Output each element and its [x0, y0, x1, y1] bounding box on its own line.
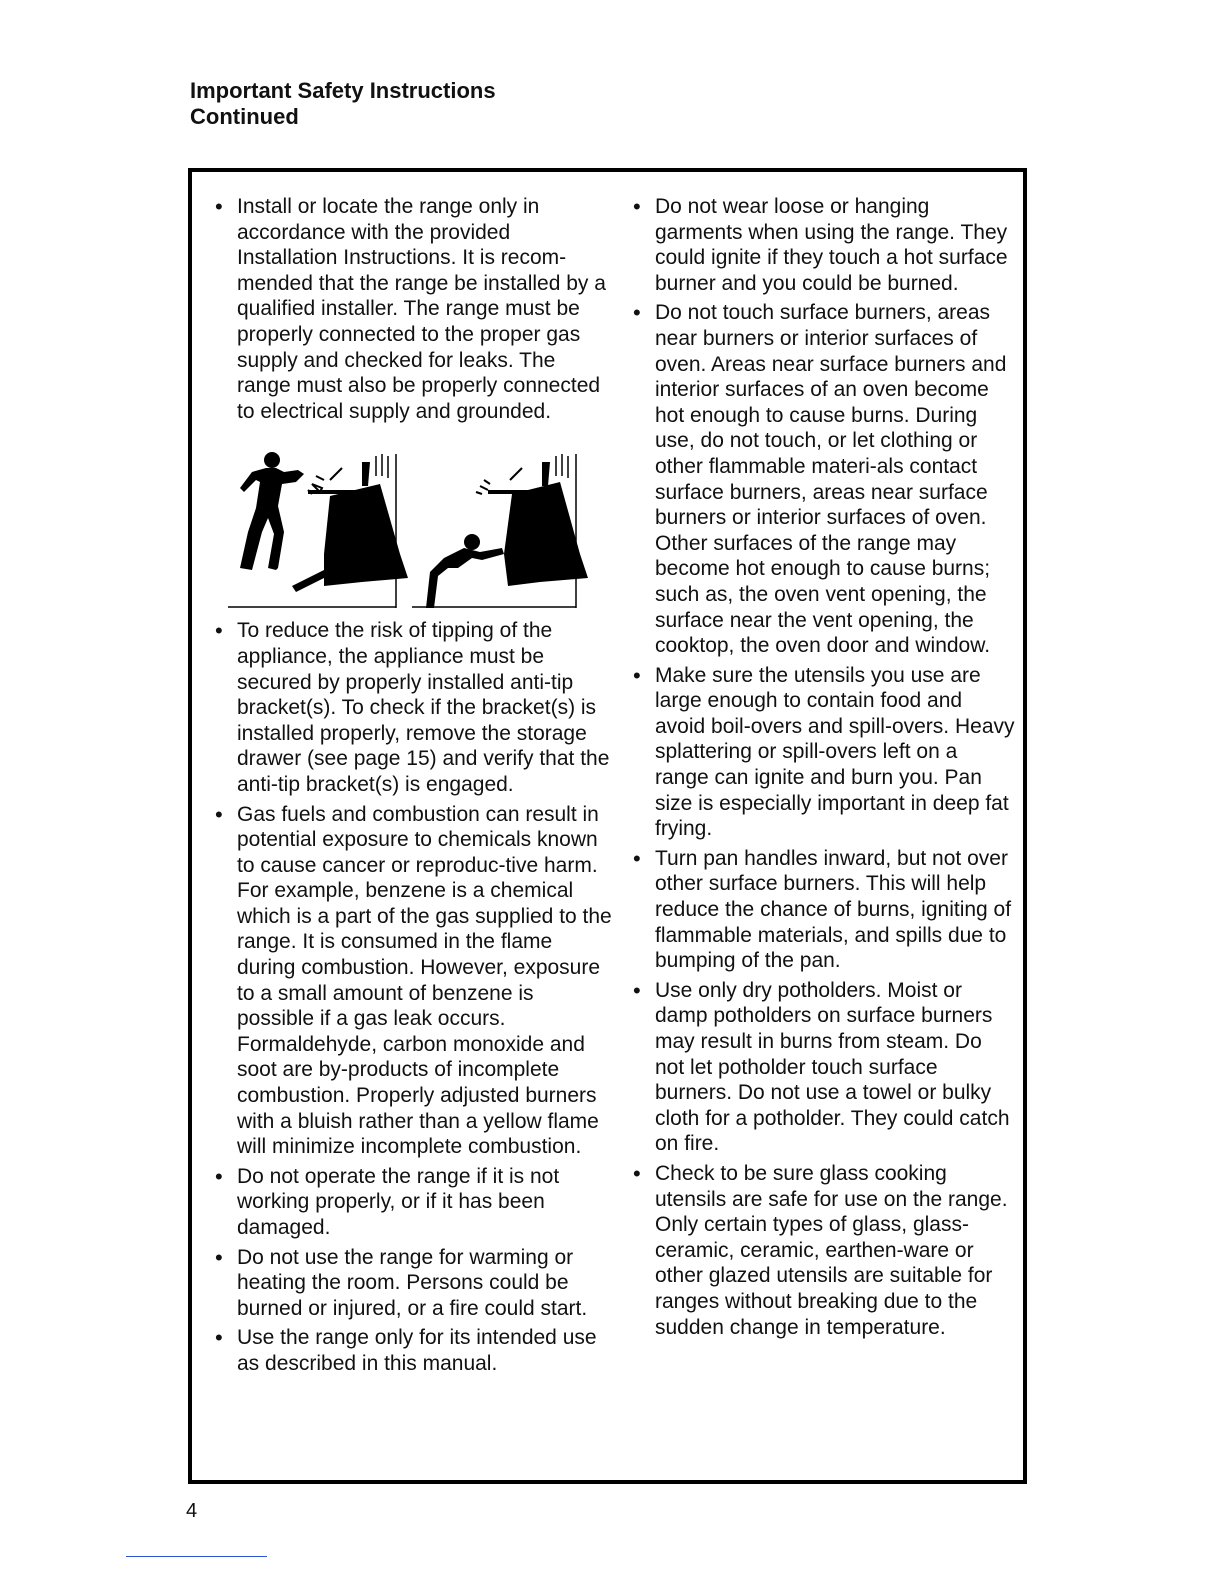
left-list-top — [212, 194, 612, 424]
page-number: 4 — [186, 1500, 198, 1522]
divider — [126, 1556, 267, 1557]
left-list-bottom — [212, 618, 612, 1376]
heading-subtitle: Continued — [190, 104, 299, 129]
page-heading — [190, 78, 496, 130]
list-item: • Use the range only for its intended use as described in this manual. — [212, 1325, 612, 1376]
right-column — [630, 194, 1015, 1344]
left-column — [212, 194, 612, 1381]
tip-over-warning-illustration — [212, 436, 607, 608]
list-item: • Do not operate the range if it is not working properly, or if it has been damaged. — [212, 1164, 612, 1241]
list-item: • Make sure the utensils you use are large enough to contain food and avoid boil-overs and spill-overs. Heavy splattering or spill-overs left on a range can ignite and burn you. Pan size is especially important in deep fat frying. — [630, 663, 1015, 842]
child-climbing-range-icon — [412, 454, 588, 608]
tip-over-warning-icon — [212, 436, 607, 608]
list-item: • Gas fuels and combustion can result in potential exposure to chemicals known to cause cancer or reproduc-tive harm. For example, benzene is a chemical which is a part of the gas supplied to the range. It is consumed in the flame during combustion. However, exposure to a small amount of benzene is possible if a gas leak occurs. Formaldehyde, carbon monoxide and soot are by-products of incomplete combustion. Properly adjusted burners with a bluish rather than a yellow flame will minimize incomplete combustion. — [212, 802, 612, 1160]
child-stepping-on-door-icon — [228, 452, 408, 608]
list-item: • To reduce the risk of tipping of the appliance, the appliance must be secured by properly installed anti-tip bracket(s). To check if the bracket(s) is installed properly, remove the storage drawer (see page 15) and verify that the anti-tip bracket(s) is engaged. — [212, 618, 612, 797]
list-item: • Do not use the range for warming or heating the room. Persons could be burned or injured, or a fire could start. — [212, 1245, 612, 1322]
list-item-install: • Install or locate the range only in accordance with the provided Installation Instructions. It is recom-mended that the range be installed by a qualified installer. The range must be properly connected to the proper gas supply and checked for leaks. The range must also be properly connected to electrical supply and grounded. — [212, 194, 612, 424]
heading-title: Important Safety Instructions — [190, 78, 496, 103]
list-item: • Use only dry potholders. Moist or damp potholders on surface burners may result in burns from steam. Do not let potholder touch surface burners. Do not use a towel or bulky cloth for a potholder. They could catch on fire. — [630, 978, 1015, 1157]
instructions-box — [188, 168, 1027, 1484]
list-item: • Check to be sure glass cooking utensils are safe for use on the range. Only certain types of glass, glass-ceramic, ceramic, earthen-ware or other glazed utensils are suitable for ranges without breaking due to the sudden change in temperature. — [630, 1161, 1015, 1340]
list-item: • Do not touch surface burners, areas near burners or interior surfaces of oven. Areas near surface burners and interior surfaces of an oven become hot enough to cause burns. During use, do not touch, or let clothing or other flammable materi-als contact surface burners, areas near surface burners or interior surfaces of oven. Other surfaces of the range may become hot enough to cause burns; such as, the oven vent opening, the surface near the vent opening, the cooktop, the oven door and window. — [630, 300, 1015, 658]
right-list — [630, 194, 1015, 1340]
list-item: • Turn pan handles inward, but not over other surface burners. This will help reduce the chance of burns, igniting of flammable materials, and spills due to bumping of the pan. — [630, 846, 1015, 974]
list-item: • Do not wear loose or hanging garments when using the range. They could ignite if they touch a hot surface burner and you could be burned. — [630, 194, 1015, 296]
